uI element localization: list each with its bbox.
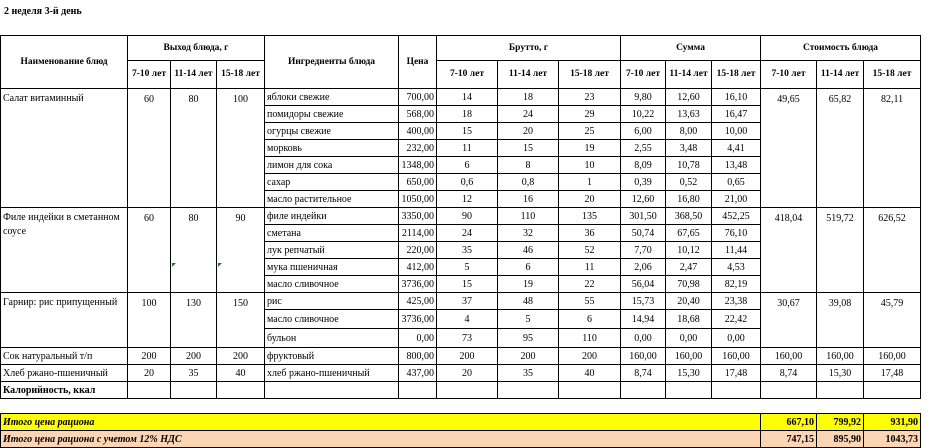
sum-cell[interactable]: 14,94 (621, 310, 666, 329)
table-row (1, 365, 921, 382)
cell-error-indicator-icon (218, 263, 222, 267)
empty-cell[interactable] (128, 382, 171, 399)
sum-cell[interactable]: 0,52 (666, 174, 712, 191)
total-vat-label[interactable]: Итого цена рациона с учетом 12% НДС (1, 431, 761, 448)
price-cell[interactable]: 568,00 (399, 106, 437, 123)
cost-cell[interactable]: 160,00 (761, 348, 817, 365)
table-row (1, 208, 921, 225)
brutto-cell[interactable]: 73 (437, 329, 498, 348)
brutto-cell[interactable]: 110 (498, 208, 559, 225)
price-cell[interactable]: 2114,00 (399, 225, 437, 242)
brutto-cell[interactable]: 90 (437, 208, 498, 225)
sum-cell[interactable]: 70,98 (666, 276, 712, 293)
price-cell[interactable]: 3350,00 (399, 208, 437, 225)
price-cell[interactable]: 232,00 (399, 140, 437, 157)
header-age[interactable]: 15-18 лет (864, 61, 921, 89)
brutto-cell[interactable]: 15 (437, 276, 498, 293)
brutto-cell[interactable]: 29 (559, 106, 621, 123)
ingredient-cell[interactable]: хлеб ржано-пшеничный (265, 365, 399, 382)
brutto-cell[interactable]: 32 (498, 225, 559, 242)
sum-cell[interactable]: 0,00 (666, 329, 712, 348)
sum-cell[interactable]: 160,00 (666, 348, 712, 365)
brutto-cell[interactable]: 14 (437, 89, 498, 106)
header-age[interactable]: 15-18 лет (217, 61, 265, 89)
cost-cell[interactable]: 519,72 (817, 208, 864, 293)
cost-cell[interactable]: 626,52 (864, 208, 921, 293)
cost-cell[interactable]: 17,48 (864, 365, 921, 382)
sum-cell[interactable]: 10,22 (621, 106, 666, 123)
header-age[interactable]: 15-18 лет (712, 61, 761, 89)
table-row (1, 89, 921, 106)
total-vat-row (1, 431, 921, 448)
brutto-cell[interactable]: 11 (559, 259, 621, 276)
brutto-cell[interactable]: 55 (559, 293, 621, 310)
brutto-cell[interactable]: 22 (559, 276, 621, 293)
price-cell[interactable]: 437,00 (399, 365, 437, 382)
header-price[interactable]: Цена (399, 36, 437, 89)
dish-name-cell[interactable]: Хлеб ржано-пшеничный (1, 365, 128, 382)
ingredient-cell[interactable]: масло сливочное (265, 310, 399, 329)
table-row (1, 348, 921, 365)
cost-cell[interactable]: 160,00 (864, 348, 921, 365)
price-cell[interactable]: 425,00 (399, 293, 437, 310)
header-age[interactable]: 15-18 лет (559, 61, 621, 89)
sum-cell[interactable]: 160,00 (621, 348, 666, 365)
brutto-cell[interactable]: 10 (559, 157, 621, 174)
header-age[interactable]: 7-10 лет (621, 61, 666, 89)
sum-cell[interactable]: 3,48 (666, 140, 712, 157)
sum-cell[interactable]: 56,04 (621, 276, 666, 293)
brutto-cell[interactable]: 15 (498, 140, 559, 157)
header-yield[interactable]: Выход блюда, г (128, 36, 265, 61)
dish-name-cell[interactable]: Филе индейки в сметанном соусе (1, 208, 128, 293)
header-age[interactable]: 11-14 лет (666, 61, 712, 89)
empty-cell[interactable] (217, 382, 265, 399)
empty-cell[interactable] (265, 382, 399, 399)
sum-cell[interactable]: 18,68 (666, 310, 712, 329)
ingredient-cell[interactable]: бульон (265, 329, 399, 348)
sum-cell[interactable]: 8,74 (621, 365, 666, 382)
brutto-cell[interactable]: 8 (498, 157, 559, 174)
brutto-cell[interactable]: 4 (437, 310, 498, 329)
total-row (1, 414, 921, 431)
yield-cell[interactable]: 200 (171, 348, 217, 365)
yield-cell[interactable]: 60 (128, 208, 171, 293)
ingredient-cell[interactable]: морковь (265, 140, 399, 157)
ingredient-cell[interactable]: мука пшеничная (265, 259, 399, 276)
sum-cell[interactable]: 76,10 (712, 225, 761, 242)
brutto-cell[interactable]: 20 (559, 191, 621, 208)
empty-cell[interactable] (399, 382, 437, 399)
empty-cell[interactable] (864, 382, 921, 399)
empty-cell[interactable] (712, 382, 761, 399)
empty-cell[interactable] (1, 399, 921, 414)
brutto-cell[interactable]: 40 (559, 365, 621, 382)
brutto-cell[interactable]: 20 (437, 365, 498, 382)
empty-cell[interactable] (498, 382, 559, 399)
empty-cell[interactable] (559, 382, 621, 399)
sum-cell[interactable]: 12,60 (621, 191, 666, 208)
sum-cell[interactable]: 23,38 (712, 293, 761, 310)
sum-cell[interactable]: 10,12 (666, 242, 712, 259)
price-cell[interactable]: 3736,00 (399, 276, 437, 293)
brutto-cell[interactable]: 12 (437, 191, 498, 208)
yield-cell[interactable]: 100 (217, 89, 265, 208)
sheet-title: 2 неделя 3-й день (4, 6, 82, 17)
header-age[interactable]: 11-14 лет (498, 61, 559, 89)
total-vat-value[interactable]: 1043,73 (864, 431, 921, 448)
empty-cell[interactable] (621, 382, 666, 399)
ingredient-cell[interactable]: сметана (265, 225, 399, 242)
header-brutto[interactable]: Брутто, г (437, 36, 621, 61)
yield-cell[interactable]: 100 (128, 293, 171, 348)
price-cell[interactable]: 700,00 (399, 89, 437, 106)
yield-cell[interactable]: 90 (217, 208, 265, 293)
cost-cell[interactable]: 160,00 (817, 348, 864, 365)
menu-table (0, 35, 921, 448)
sum-cell[interactable]: 4,41 (712, 140, 761, 157)
price-cell[interactable]: 3736,00 (399, 310, 437, 329)
ingredient-cell[interactable]: сахар (265, 174, 399, 191)
brutto-cell[interactable]: 20 (498, 123, 559, 140)
brutto-cell[interactable]: 19 (559, 140, 621, 157)
sum-cell[interactable]: 2,47 (666, 259, 712, 276)
ingredient-cell[interactable]: яблоки свежие (265, 89, 399, 106)
dish-name-cell[interactable]: Сок натуральный т/п (1, 348, 128, 365)
price-cell[interactable]: 412,00 (399, 259, 437, 276)
sum-cell[interactable]: 22,42 (712, 310, 761, 329)
cost-cell[interactable]: 8,74 (761, 365, 817, 382)
brutto-cell[interactable]: 11 (437, 140, 498, 157)
ingredient-cell[interactable]: лимон для сока (265, 157, 399, 174)
total-value[interactable]: 799,92 (817, 414, 864, 431)
header-cost[interactable]: Стоимость блюда (761, 36, 921, 61)
total-value[interactable]: 667,10 (761, 414, 817, 431)
brutto-cell[interactable]: 24 (498, 106, 559, 123)
brutto-cell[interactable]: 36 (559, 225, 621, 242)
empty-cell[interactable] (437, 382, 498, 399)
yield-cell[interactable]: 130 (171, 293, 217, 348)
brutto-cell[interactable]: 23 (559, 89, 621, 106)
ingredient-cell[interactable]: рис (265, 293, 399, 310)
empty-cell[interactable] (171, 382, 217, 399)
header-age[interactable]: 11-14 лет (817, 61, 864, 89)
brutto-cell[interactable]: 5 (498, 310, 559, 329)
total-vat-value[interactable]: 747,15 (761, 431, 817, 448)
ingredient-cell[interactable]: филе индейки (265, 208, 399, 225)
brutto-cell[interactable]: 35 (437, 242, 498, 259)
sum-cell[interactable]: 301,50 (621, 208, 666, 225)
sum-cell[interactable]: 20,40 (666, 293, 712, 310)
sum-cell[interactable]: 13,48 (712, 157, 761, 174)
brutto-cell[interactable]: 24 (437, 225, 498, 242)
brutto-cell[interactable]: 6 (437, 157, 498, 174)
header-dish-name[interactable]: Наименование блюд (1, 36, 128, 89)
header-age[interactable]: 11-14 лет (171, 61, 217, 89)
brutto-cell[interactable]: 18 (437, 106, 498, 123)
brutto-cell[interactable]: 46 (498, 242, 559, 259)
yield-cell[interactable]: 35 (171, 365, 217, 382)
price-cell[interactable]: 650,00 (399, 174, 437, 191)
brutto-cell[interactable]: 200 (498, 348, 559, 365)
yield-cell[interactable]: 150 (217, 293, 265, 348)
brutto-cell[interactable]: 95 (498, 329, 559, 348)
price-cell[interactable]: 220,00 (399, 242, 437, 259)
sum-cell[interactable]: 21,00 (712, 191, 761, 208)
sum-cell[interactable]: 7,70 (621, 242, 666, 259)
yield-cell[interactable]: 20 (128, 365, 171, 382)
cost-cell[interactable]: 82,11 (864, 89, 921, 208)
sum-cell[interactable]: 2,55 (621, 140, 666, 157)
sum-cell[interactable]: 67,65 (666, 225, 712, 242)
brutto-cell[interactable]: 15 (437, 123, 498, 140)
sum-cell[interactable]: 17,48 (712, 365, 761, 382)
empty-cell[interactable] (666, 382, 712, 399)
ingredient-cell[interactable]: фруктовый (265, 348, 399, 365)
header-ingredients[interactable]: Ингредиенты блюда (265, 36, 399, 89)
ingredient-cell[interactable]: масло сливочное (265, 276, 399, 293)
header-age[interactable]: 7-10 лет (437, 61, 498, 89)
sum-cell[interactable]: 50,74 (621, 225, 666, 242)
yield-cell[interactable]: 200 (217, 348, 265, 365)
brutto-cell[interactable]: 135 (559, 208, 621, 225)
sum-cell[interactable]: 12,60 (666, 89, 712, 106)
sum-cell[interactable]: 452,25 (712, 208, 761, 225)
brutto-cell[interactable]: 1 (559, 174, 621, 191)
yield-cell[interactable]: 40 (217, 365, 265, 382)
ingredient-cell[interactable]: лук репчатый (265, 242, 399, 259)
sum-cell[interactable]: 368,50 (666, 208, 712, 225)
sum-cell[interactable]: 10,78 (666, 157, 712, 174)
brutto-cell[interactable]: 19 (498, 276, 559, 293)
brutto-cell[interactable]: 25 (559, 123, 621, 140)
sum-cell[interactable]: 4,53 (712, 259, 761, 276)
sum-cell[interactable]: 16,10 (712, 89, 761, 106)
sum-cell[interactable]: 160,00 (712, 348, 761, 365)
yield-cell[interactable]: 80 (171, 208, 217, 293)
brutto-cell[interactable]: 0,8 (498, 174, 559, 191)
sum-cell[interactable]: 11,44 (712, 242, 761, 259)
total-value[interactable]: 931,90 (864, 414, 921, 431)
sum-cell[interactable]: 15,73 (621, 293, 666, 310)
calories-label[interactable]: Калорийность, ккал (1, 382, 128, 399)
brutto-cell[interactable]: 6 (559, 310, 621, 329)
ingredient-cell[interactable]: огурцы свежие (265, 123, 399, 140)
sum-cell[interactable]: 16,47 (712, 106, 761, 123)
sum-cell[interactable]: 10,00 (712, 123, 761, 140)
price-cell[interactable]: 400,00 (399, 123, 437, 140)
yield-cell[interactable]: 60 (128, 89, 171, 208)
brutto-cell[interactable]: 200 (437, 348, 498, 365)
brutto-cell[interactable]: 37 (437, 293, 498, 310)
table-row (1, 399, 921, 414)
sum-cell[interactable]: 8,00 (666, 123, 712, 140)
dish-name-cell[interactable]: Салат витаминный (1, 89, 128, 208)
empty-cell[interactable] (761, 382, 817, 399)
sum-cell[interactable]: 15,30 (666, 365, 712, 382)
brutto-cell[interactable]: 200 (559, 348, 621, 365)
ingredient-cell[interactable]: помидоры свежие (265, 106, 399, 123)
brutto-cell[interactable]: 16 (498, 191, 559, 208)
price-cell[interactable]: 0,00 (399, 329, 437, 348)
brutto-cell[interactable]: 0,6 (437, 174, 498, 191)
brutto-cell[interactable]: 35 (498, 365, 559, 382)
total-vat-value[interactable]: 895,90 (817, 431, 864, 448)
sum-cell[interactable]: 0,00 (621, 329, 666, 348)
cost-cell[interactable]: 49,65 (761, 89, 817, 208)
price-cell[interactable]: 1348,00 (399, 157, 437, 174)
price-cell[interactable]: 1050,00 (399, 191, 437, 208)
empty-cell[interactable] (817, 382, 864, 399)
sum-cell[interactable]: 16,80 (666, 191, 712, 208)
cost-cell[interactable]: 39,08 (817, 293, 864, 348)
sum-cell[interactable]: 0,00 (712, 329, 761, 348)
cost-cell[interactable]: 418,04 (761, 208, 817, 293)
cost-cell[interactable]: 65,82 (817, 89, 864, 208)
sum-cell[interactable]: 13,63 (666, 106, 712, 123)
total-label[interactable]: Итого цена рациона (1, 414, 761, 431)
sum-cell[interactable]: 2,06 (621, 259, 666, 276)
dish-name-cell[interactable]: Гарнир: рис припущенный (1, 293, 128, 348)
sum-cell[interactable]: 8,09 (621, 157, 666, 174)
sum-cell[interactable]: 6,00 (621, 123, 666, 140)
table-row (1, 382, 921, 399)
cost-cell[interactable]: 30,67 (761, 293, 817, 348)
brutto-cell[interactable]: 5 (437, 259, 498, 276)
brutto-cell[interactable]: 110 (559, 329, 621, 348)
ingredient-cell[interactable]: масло растительное (265, 191, 399, 208)
table-row (1, 293, 921, 310)
header-age[interactable]: 7-10 лет (128, 61, 171, 89)
yield-cell[interactable]: 80 (171, 89, 217, 208)
sum-cell[interactable]: 9,80 (621, 89, 666, 106)
brutto-cell[interactable]: 52 (559, 242, 621, 259)
price-cell[interactable]: 800,00 (399, 348, 437, 365)
header-sum[interactable]: Сумма (621, 36, 761, 61)
yield-cell[interactable]: 200 (128, 348, 171, 365)
sum-cell[interactable]: 82,19 (712, 276, 761, 293)
sum-cell[interactable]: 0,39 (621, 174, 666, 191)
brutto-cell[interactable]: 48 (498, 293, 559, 310)
cost-cell[interactable]: 15,30 (817, 365, 864, 382)
header-age[interactable]: 7-10 лет (761, 61, 817, 89)
cell-error-indicator-icon (172, 263, 176, 267)
sum-cell[interactable]: 0,65 (712, 174, 761, 191)
brutto-cell[interactable]: 18 (498, 89, 559, 106)
cost-cell[interactable]: 45,79 (864, 293, 921, 348)
brutto-cell[interactable]: 6 (498, 259, 559, 276)
